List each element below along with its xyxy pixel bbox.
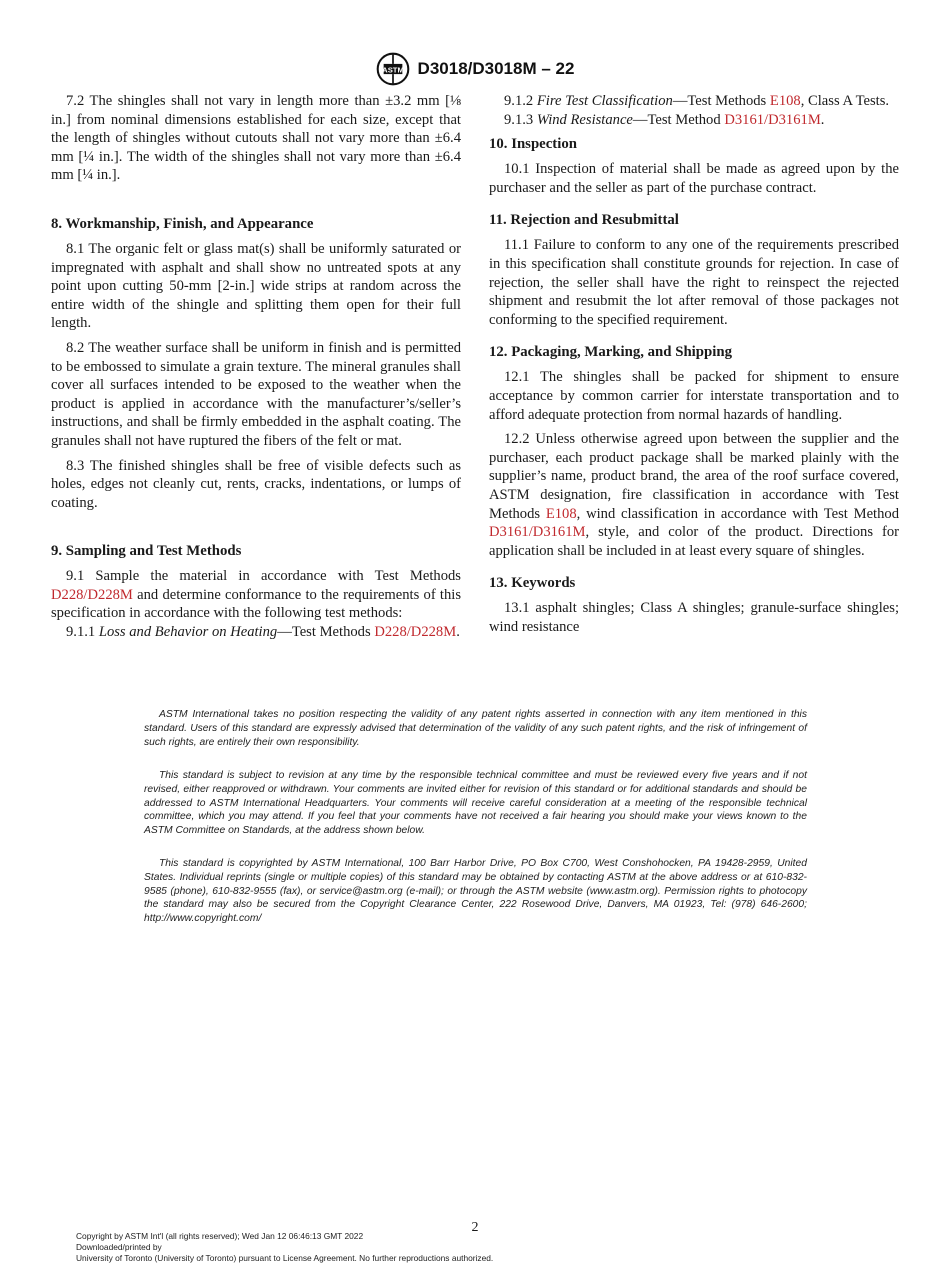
footer-license-line: University of Toronto (University of Toronto) pursuant to License Agreement. No further reproductions authorized. xyxy=(76,1253,494,1263)
paragraph-9-1-3: 9.1.3 Wind Resistance—Test Method D3161/D3161M. xyxy=(504,111,825,128)
paragraph-12-2: 12.2 Unless otherwise agreed upon between the supplier and the purchaser, each product package shall be marked plainly with the supplier’s name, product brand, the area of the roof surface covered, ASTM designation, fire classification in accordance with Test Methods E108, wind classification in accordance with Test Method D3161/D3161M, style, and color of the product. Directions for application shall be included in at least every square of shingles. xyxy=(489,431,899,559)
ref-link-e108[interactable]: E108 xyxy=(769,93,801,109)
document-designation: D3018/D3018M – 22 xyxy=(417,59,575,78)
paragraph-13-1: 13.1 asphalt shingles; Class A shingles; granule-surface shingles; wind resistance xyxy=(489,600,899,635)
download-footer xyxy=(76,1231,493,1264)
paragraph-8-3: 8.3 The finished shingles shall be free of visible defects such as holes, edges not cleanly cut, rents, cracks, indentations, or lumps of coating. xyxy=(51,457,461,511)
right-column xyxy=(489,92,899,642)
page-number: 2 xyxy=(471,1220,479,1235)
ref-link-d228-b[interactable]: D228/D228M xyxy=(374,624,457,641)
paragraph-11-1: 11.1 Failure to conform to any one of the requirements prescribed in this specification shall constitute grounds for rejection. In case of rejection, the seller shall have the right to reinspect the rejected shipment and resubmit the lot after removal of those packages not conforming to the specified requirement. xyxy=(489,237,899,328)
ref-link-d3161[interactable]: D3161/D3161M xyxy=(724,111,821,128)
ref-link-d3161-b[interactable]: D3161/D3161M xyxy=(489,524,586,541)
paragraph-9-1: 9.1 Sample the material in accordance with Test Methods D228/D228M and determine conformance to the requirements of this specification in accordance with the following test methods: xyxy=(51,568,461,622)
footer-copyright-line: Copyright by ASTM Int'l (all rights reserved); Wed Jan 12 06:46:13 GMT 2022 xyxy=(76,1231,364,1241)
section-8-heading: 8. Workmanship, Finish, and Appearance xyxy=(51,215,314,232)
footer-download-line: Downloaded/printed by xyxy=(76,1242,162,1252)
paragraph-7-2: 7.2 The shingles shall not vary in length more than ±3.2 mm [⅛ in.] from nominal dimensions established for each size, except that the length of shingles without cutouts shall not vary more than ±6.4 mm [¼ in.]. The width of the shingles shall not vary more than ±6.4 mm [¼ in.]. xyxy=(51,93,461,184)
left-column xyxy=(51,92,461,648)
ref-link-d228[interactable]: D228/D228M xyxy=(51,586,133,603)
copyright-notice: This standard is copyrighted by ASTM International, 100 Barr Harbor Drive, PO Box C700, West Conshohocken, PA 19428-2959, United States. Individual reprints (single or multiple copies) of this standard may be obtained by contacting ASTM at the above address or at 610-832-9585 (phone), 610-832-9555 (fax), or service@astm.org (e-mail); or through the ASTM website (www.astm.org). Permission rights to photocopy the standard may also be secured from the Copyright Clearance Center, 222 Rosewood Drive, Danvers, MA 01923, Tel: (978) 646-2600; http://www.copyright.com/ xyxy=(144,858,807,925)
paragraph-8-1: 8.1 The organic felt or glass mat(s) shall be uniformly saturated or impregnated with asphalt and shall show no untreated spots at any point upon cutting 50-mm [2-in.] wide strips at random across the entire width of the shingle and splitting them open for their full length. xyxy=(51,240,461,332)
paragraph-10-1: 10.1 Inspection of material shall be made as agreed upon by the purchaser and the seller as part of the purchase contract. xyxy=(489,161,899,196)
ref-link-e108-b[interactable]: E108 xyxy=(545,505,577,522)
section-11-heading: 11. Rejection and Resubmittal xyxy=(489,212,679,229)
paragraph-12-1: 12.1 The shingles shall be packed for shipment to ensure acceptance by common carrier for interstate transportation and to afford adequate protection from normal hazards of handling. xyxy=(489,369,899,423)
page-header xyxy=(0,52,950,86)
paragraph-9-1-1: 9.1.1 Loss and Behavior on Heating—Test Methods D228/D228M. xyxy=(66,624,460,641)
revision-notice: This standard is subject to revision at any time by the responsible technical committee and must be reviewed every five years and if not revised, either reapproved or withdrawn. Your comments are invited either for revision of this standard or for additional standards and should be addressed to ASTM International Headquarters. Your comments will receive careful consideration at a meeting of the responsible technical committee, which you may attend. If you feel that your comments have not received a fair hearing you should make your views known to the ASTM Committee on Standards, at the address shown below. xyxy=(144,770,807,837)
section-13-heading: 13. Keywords xyxy=(489,575,576,592)
section-12-heading: 12. Packaging, Marking, and Shipping xyxy=(489,344,732,361)
astm-logo-icon xyxy=(376,52,410,86)
section-9-heading: 9. Sampling and Test Methods xyxy=(51,543,242,560)
svg-text:ASTM: ASTM xyxy=(381,65,404,75)
patent-notice: ASTM International takes no position respecting the validity of any patent rights asserted in connection with any item mentioned in this standard. Users of this standard are expressly advised that determination of the validity of any such patent rights, and the risk of infringement of such rights, are entirely their own responsibility. xyxy=(144,709,807,748)
paragraph-9-1-2: 9.1.2 Fire Test Classification—Test Methods E108, Class A Tests. xyxy=(504,93,890,109)
section-10-heading: 10. Inspection xyxy=(489,136,577,153)
paragraph-8-2: 8.2 The weather surface shall be uniform in finish and is permitted to be embossed to simulate a grain texture. The mineral granules shall cover all surfaces intended to be exposed to the weather when the product is applied in accordance with the manufacturer’s/seller’s instructions, and shall be firmly embedded in the asphalt coating. The granules shall not have ruptured the fibers of the felt or mat. xyxy=(51,339,461,449)
